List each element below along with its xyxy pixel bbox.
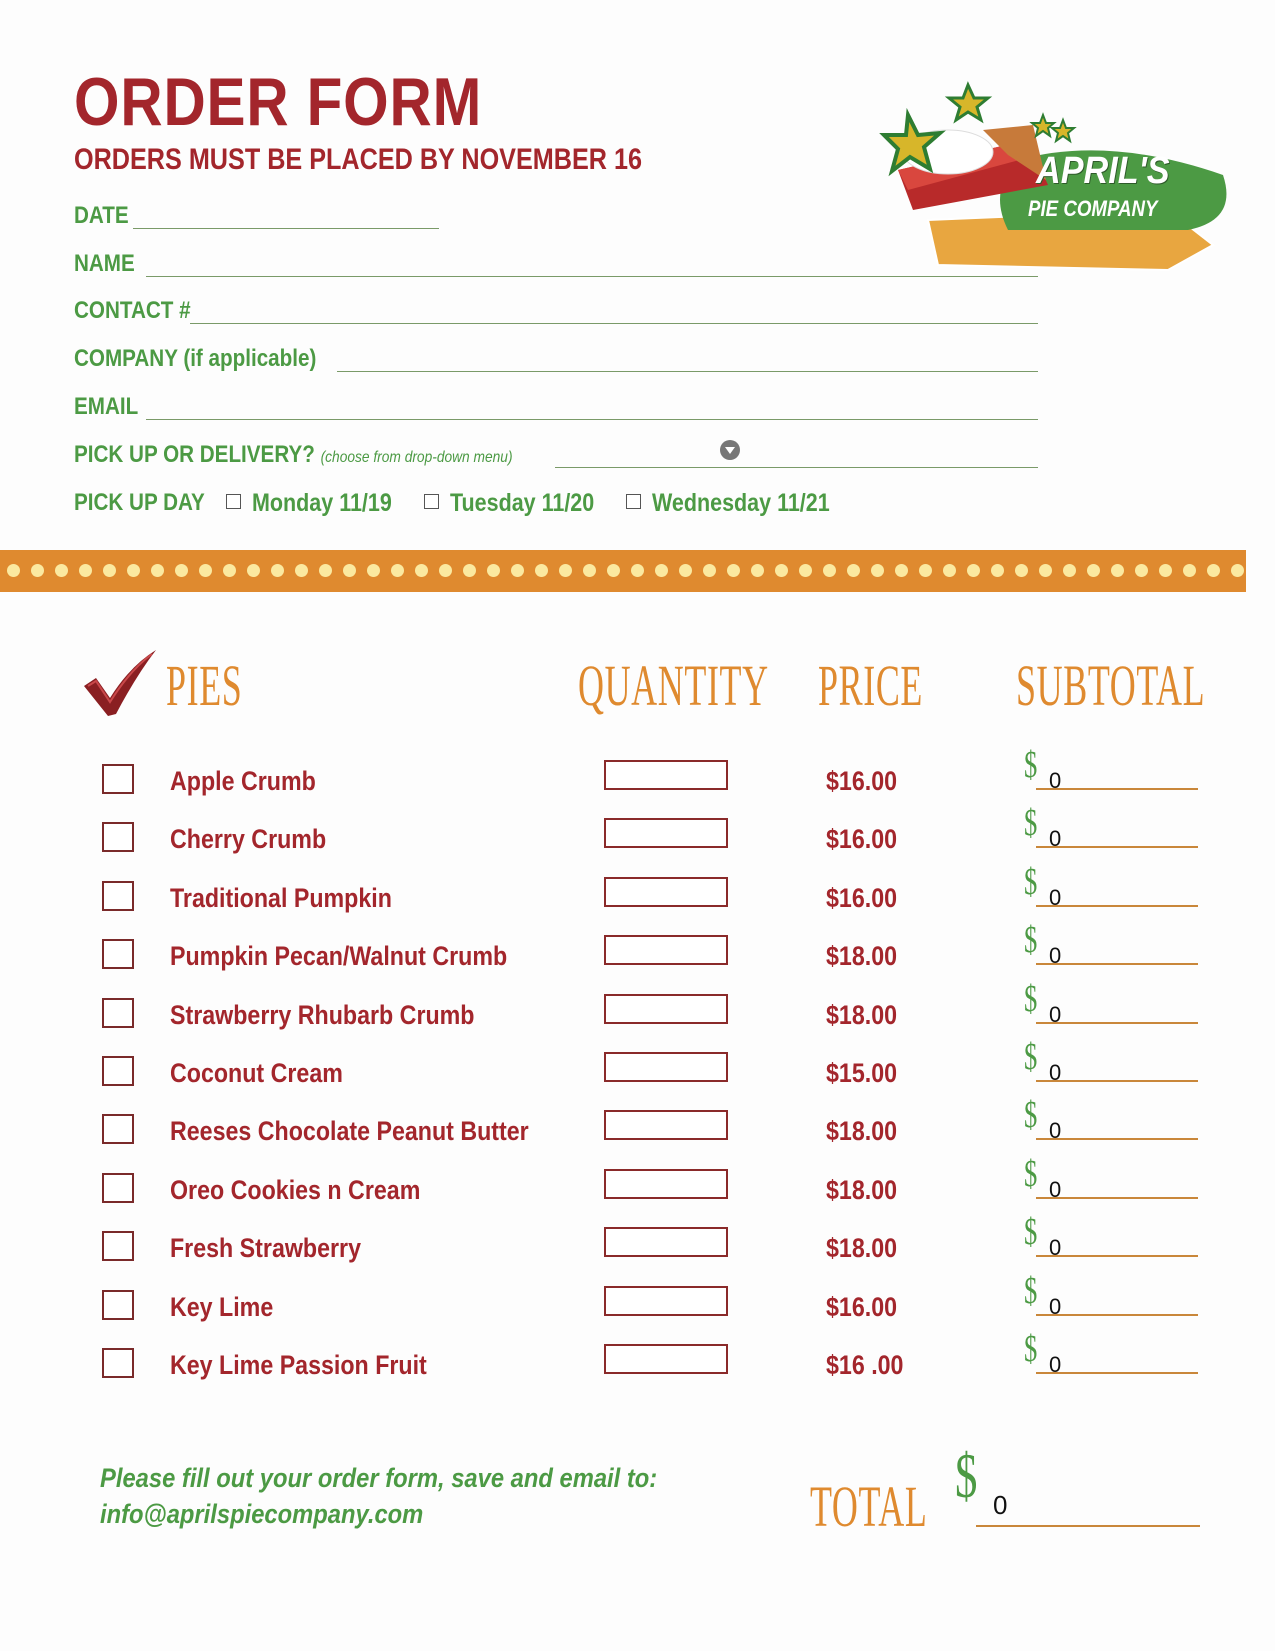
quantity-input[interactable] <box>604 877 728 907</box>
name-field[interactable] <box>146 276 1038 277</box>
marquee-bulb <box>55 564 68 577</box>
marquee-bulb <box>1087 564 1100 577</box>
pie-name: Fresh Strawberry <box>170 1233 362 1263</box>
col-header-price: PRICE <box>818 653 924 718</box>
footer-email[interactable]: info@aprilspiecompany.com <box>100 1499 424 1529</box>
marquee-bulb <box>631 564 644 577</box>
marquee-bulb <box>727 564 740 577</box>
marquee-bulb <box>607 564 620 577</box>
day-checkbox-monday[interactable] <box>226 494 241 509</box>
marquee-bulb <box>271 564 284 577</box>
pickup-delivery-dropdown[interactable] <box>555 467 1038 468</box>
marquee-bulb <box>439 564 452 577</box>
logo-line-2: PIE COMPANY <box>1028 196 1158 221</box>
company-label: COMPANY (if applicable) <box>74 345 317 372</box>
marquee-bulb <box>703 564 716 577</box>
pie-select-checkbox[interactable] <box>102 1348 134 1378</box>
dollar-icon: $ <box>1024 1328 1038 1370</box>
pickup-delivery-label <box>74 443 513 467</box>
chevron-down-icon[interactable] <box>720 440 740 460</box>
subtotal-value: 0 <box>1049 1235 1062 1260</box>
col-header-pies: PIES <box>166 653 243 718</box>
pie-name: Reeses Chocolate Peanut Butter <box>170 1116 529 1146</box>
pie-price: $18.00 <box>826 1116 898 1146</box>
footer-line-1: Please fill out your order form, save and email to: <box>100 1463 658 1493</box>
marquee-bulb <box>535 564 548 577</box>
marquee-bulb <box>967 564 980 577</box>
quantity-input[interactable] <box>604 1227 728 1257</box>
pie-select-checkbox[interactable] <box>102 1114 134 1144</box>
marquee-bulb <box>1207 564 1220 577</box>
subtotal-value: 0 <box>1049 885 1062 910</box>
quantity-input[interactable] <box>604 994 728 1024</box>
marquee-bulb <box>775 564 788 577</box>
dollar-icon: $ <box>1024 919 1038 961</box>
marquee-bulb <box>175 564 188 577</box>
marquee-bulb <box>295 564 308 577</box>
dollar-icon: $ <box>1024 861 1038 903</box>
pie-select-checkbox[interactable] <box>102 1056 134 1086</box>
subtotal-value: 0 <box>1049 943 1062 968</box>
dollar-icon: $ <box>1024 1211 1038 1253</box>
subtotal-line <box>1036 1138 1198 1140</box>
marquee-bulb <box>823 564 836 577</box>
pie-select-checkbox[interactable] <box>102 1231 134 1261</box>
pie-select-checkbox[interactable] <box>102 1290 134 1320</box>
day-checkbox-tuesday[interactable] <box>424 494 439 509</box>
marquee-bulb <box>583 564 596 577</box>
checkmark-icon <box>82 648 158 721</box>
pickup-delivery-note: (choose from drop-down menu) <box>320 449 513 466</box>
total-label: TOTAL <box>810 1474 928 1539</box>
pie-name: Coconut Cream <box>170 1058 343 1088</box>
subtotal-value: 0 <box>1049 1118 1062 1143</box>
marquee-bulb <box>79 564 92 577</box>
subtotal-value: 0 <box>1049 1177 1062 1202</box>
pie-name: Key Lime Passion Fruit <box>170 1350 427 1380</box>
pie-price: $15.00 <box>826 1058 898 1088</box>
pie-name: Oreo Cookies n Cream <box>170 1175 421 1205</box>
pie-row <box>0 744 1275 804</box>
subtotal-value: 0 <box>1049 826 1062 851</box>
company-field[interactable] <box>337 371 1038 372</box>
marquee-bulb <box>847 564 860 577</box>
subtotal-line <box>1036 1022 1198 1024</box>
marquee-bulb <box>1183 564 1196 577</box>
subtotal-value: 0 <box>1049 1294 1062 1319</box>
day-label-wednesday: Wednesday 11/21 <box>652 489 830 517</box>
marquee-bulb <box>991 564 1004 577</box>
marquee-bulb <box>103 564 116 577</box>
total-dollar-icon: $ <box>955 1440 978 1511</box>
pie-price: $16.00 <box>826 1292 898 1322</box>
marquee-bulb <box>943 564 956 577</box>
pie-select-checkbox[interactable] <box>102 822 134 852</box>
pie-select-checkbox[interactable] <box>102 881 134 911</box>
day-label-tuesday: Tuesday 11/20 <box>450 489 595 517</box>
pie-name: Strawberry Rhubarb Crumb <box>170 1000 475 1030</box>
dollar-icon: $ <box>1024 978 1038 1020</box>
page-title: ORDER FORM <box>74 64 483 140</box>
day-label-monday: Monday 11/19 <box>252 489 392 517</box>
pie-name: Key Lime <box>170 1292 274 1322</box>
contact-field[interactable] <box>190 323 1038 324</box>
pie-row <box>0 1270 1275 1330</box>
pie-price: $18.00 <box>826 1000 898 1030</box>
dollar-icon: $ <box>1024 1036 1038 1078</box>
pie-row <box>0 861 1275 921</box>
pie-select-checkbox[interactable] <box>102 1173 134 1203</box>
marquee-bulb <box>391 564 404 577</box>
col-header-subtotal: SUBTOTAL <box>1016 653 1206 718</box>
marquee-bulb <box>127 564 140 577</box>
marquee-bulb <box>247 564 260 577</box>
subtotal-line <box>1036 846 1198 848</box>
quantity-input[interactable] <box>604 935 728 965</box>
order-deadline: ORDERS MUST BE PLACED BY NOVEMBER 16 <box>74 143 643 176</box>
pie-name: Traditional Pumpkin <box>170 883 392 913</box>
date-field[interactable] <box>133 228 439 229</box>
marquee-bulb <box>1159 564 1172 577</box>
marquee-bulb <box>367 564 380 577</box>
col-header-quantity: QUANTITY <box>578 653 769 718</box>
pie-row <box>0 1328 1275 1388</box>
marquee-bulb <box>415 564 428 577</box>
marquee-bulb <box>679 564 692 577</box>
logo-line-1: APRIL'S <box>1036 150 1170 192</box>
dollar-icon: $ <box>1024 1094 1038 1136</box>
pie-select-checkbox[interactable] <box>102 998 134 1028</box>
pie-select-checkbox[interactable] <box>102 764 134 794</box>
subtotal-value: 0 <box>1049 1060 1062 1085</box>
marquee-bulb <box>871 564 884 577</box>
quantity-input[interactable] <box>604 1110 728 1140</box>
quantity-input[interactable] <box>604 818 728 848</box>
subtotal-line <box>1036 1314 1198 1316</box>
pie-price: $18.00 <box>826 1175 898 1205</box>
marquee-bulb <box>31 564 44 577</box>
pie-row <box>0 802 1275 862</box>
total-value: 0 <box>993 1490 1008 1520</box>
subtotal-value: 0 <box>1049 768 1062 793</box>
pie-price: $16.00 <box>826 824 898 854</box>
marquee-bulb <box>559 564 572 577</box>
marquee-bulb <box>655 564 668 577</box>
marquee-bulb <box>895 564 908 577</box>
pie-price: $18.00 <box>826 941 898 971</box>
marquee-bulb <box>319 564 332 577</box>
marquee-bulb <box>1063 564 1076 577</box>
subtotal-line <box>1036 1197 1198 1199</box>
marquee-bulb <box>919 564 932 577</box>
marquee-bulb <box>1039 564 1052 577</box>
pie-name: Apple Crumb <box>170 766 316 796</box>
dollar-icon: $ <box>1024 1270 1038 1312</box>
email-label: EMAIL <box>74 393 139 420</box>
pie-row <box>0 1036 1275 1096</box>
pie-price: $16 .00 <box>826 1350 904 1380</box>
quantity-input[interactable] <box>604 1344 728 1374</box>
footer-instructions <box>100 1460 657 1532</box>
marquee-bulb <box>343 564 356 577</box>
marquee-bulb <box>511 564 524 577</box>
marquee-bulb <box>151 564 164 577</box>
marquee-divider <box>0 550 1246 592</box>
subtotal-line <box>1036 963 1198 965</box>
dollar-icon: $ <box>1024 802 1038 844</box>
pie-select-checkbox[interactable] <box>102 939 134 969</box>
date-label: DATE <box>74 202 129 229</box>
marquee-bulb <box>223 564 236 577</box>
email-field[interactable] <box>146 419 1038 420</box>
quantity-input[interactable] <box>604 760 728 790</box>
marquee-bulb <box>799 564 812 577</box>
pickup-day-label: PICK UP DAY <box>74 489 205 516</box>
marquee-bulb <box>1015 564 1028 577</box>
marquee-bulb <box>7 564 20 577</box>
quantity-input[interactable] <box>604 1052 728 1082</box>
pie-name: Cherry Crumb <box>170 824 327 854</box>
marquee-bulb <box>1135 564 1148 577</box>
marquee-bulb <box>463 564 476 577</box>
company-logo <box>868 80 1233 280</box>
pie-row <box>0 978 1275 1038</box>
subtotal-line <box>1036 1372 1198 1374</box>
contact-label: CONTACT # <box>74 297 191 324</box>
subtotal-value: 0 <box>1049 1352 1062 1377</box>
pie-price: $16.00 <box>826 766 898 796</box>
dollar-icon: $ <box>1024 744 1038 786</box>
pie-price: $16.00 <box>826 883 898 913</box>
pie-name: Pumpkin Pecan/Walnut Crumb <box>170 941 508 971</box>
pie-row <box>0 919 1275 979</box>
marquee-bulb <box>487 564 500 577</box>
subtotal-line <box>1036 1255 1198 1257</box>
name-label: NAME <box>74 250 135 277</box>
marquee-bulb <box>1111 564 1124 577</box>
quantity-input[interactable] <box>604 1169 728 1199</box>
marquee-bulb <box>1231 564 1244 577</box>
marquee-bulb <box>199 564 212 577</box>
pie-row <box>0 1211 1275 1271</box>
pickup-delivery-text: PICK UP OR DELIVERY? <box>74 441 315 468</box>
marquee-bulb <box>751 564 764 577</box>
subtotal-line <box>1036 1080 1198 1082</box>
total-line <box>976 1525 1200 1527</box>
subtotal-line <box>1036 788 1198 790</box>
subtotal-line <box>1036 905 1198 907</box>
pie-price: $18.00 <box>826 1233 898 1263</box>
pie-row <box>0 1153 1275 1213</box>
quantity-input[interactable] <box>604 1286 728 1316</box>
day-checkbox-wednesday[interactable] <box>626 494 641 509</box>
dollar-icon: $ <box>1024 1153 1038 1195</box>
pie-row <box>0 1094 1275 1154</box>
subtotal-value: 0 <box>1049 1002 1062 1027</box>
